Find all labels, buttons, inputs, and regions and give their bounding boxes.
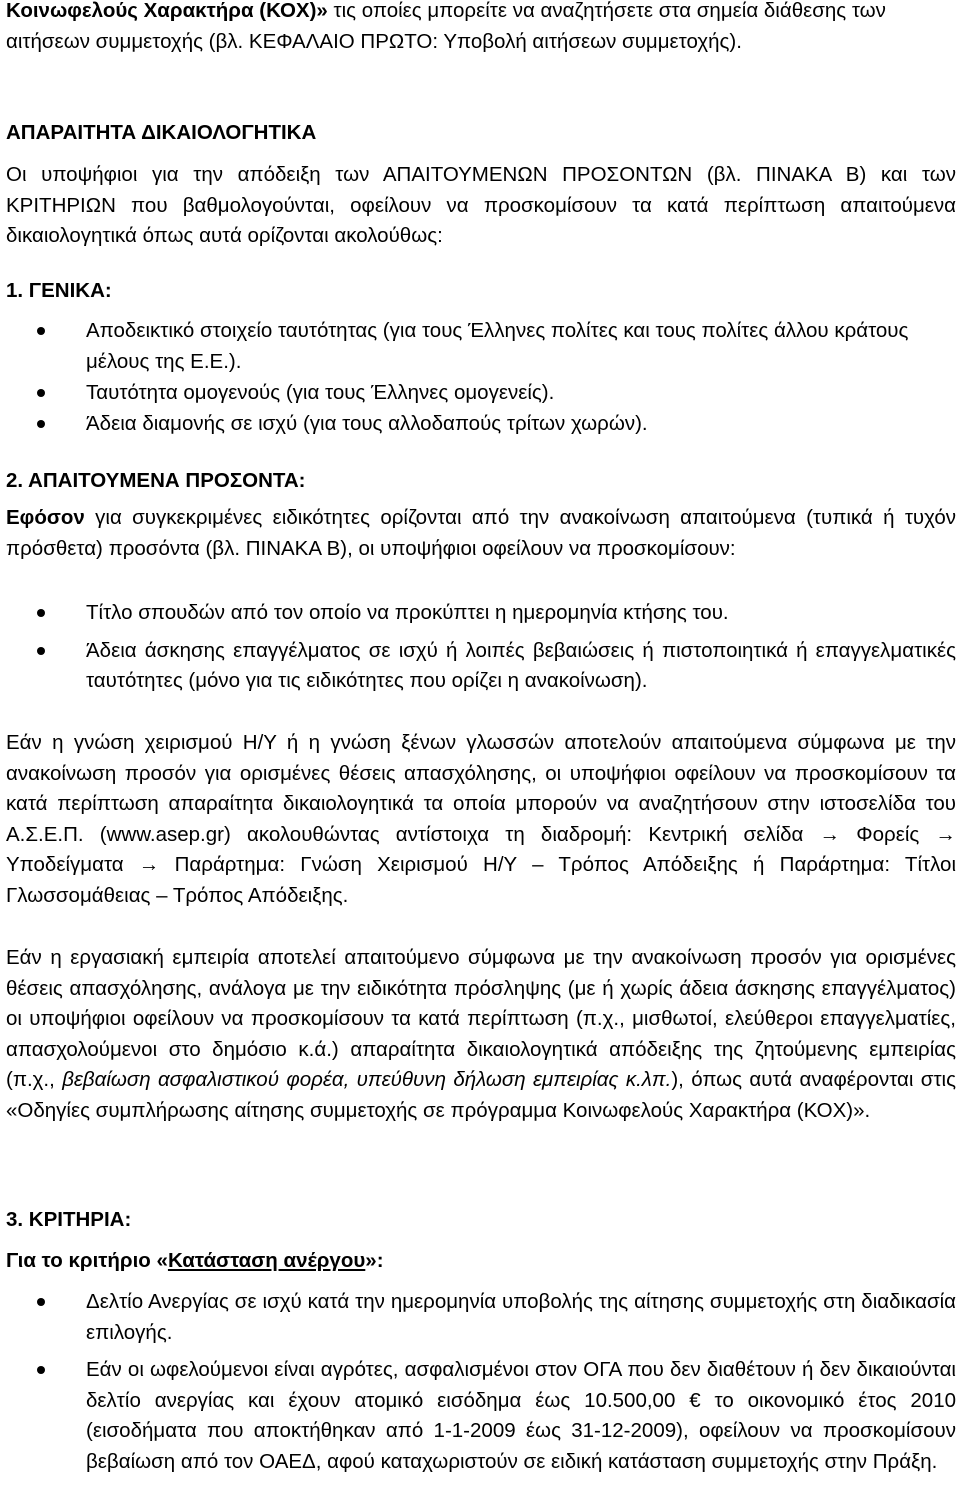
list-item [0,409,956,440]
pc-text-3: Υποδείγματα [6,853,139,876]
arrow-right-icon: → [819,822,841,846]
section1-heading: 1. ΓΕΝΙΚΑ: [6,279,112,302]
section1-item-text: Ταυτότητα ομογενούς (για τους Έλληνες ομογενείς). [86,381,555,404]
experience-paragraph [6,943,956,1126]
list-item [0,378,956,409]
intro-paragraph [6,0,956,57]
list-item [0,636,956,697]
list-item [0,316,952,377]
required-docs-paragraph: Οι υποψήφιοι για την απόδειξη των ΑΠΑΙΤΟΥΜΕΝΩΝ ΠΡΟΣΟΝΤΩΝ (βλ. ΠΙΝΑΚΑ Β) και των ΚΡΙΤΗΡΙΩΝ που βαθμολογούνται, οφείλουν να προσκομίσουν τα κατά περίπτωση απαιτούμενα δικαιολογητικά όπως αυτά ορίζονται ακολούθως: [6,163,956,247]
list-item [0,1287,956,1348]
pc-skills-paragraph [6,728,956,911]
section1-list [0,316,956,439]
pc-text-2: Φορείς [840,822,936,846]
sub-underlined: Κατάσταση ανέργου [167,1249,366,1272]
section3-list [0,1287,956,1477]
section3-subheading [6,1246,956,1277]
bullet-icon [37,389,45,397]
section2-lead-bold: Εφόσον [6,506,85,529]
sub-suffix: »: [365,1249,384,1272]
bullet-icon [37,327,45,335]
section3-item-text: Εάν οι ωφελούμενοι είναι αγρότες, ασφαλισμένοι στον ΟΓΑ που δεν διαθέτουν ή δεν δικαιούνται δελτίο ανεργίας και έχουν ατομικό εισόδημα έως 10.500,00 € το οικονομικό έτος 2010 (εισοδήματα που αποκτήθηκαν από 1-1-2009 έως 31-12-2009), οφείλουν να προσκομίσουν βεβαίωση από τον ΟΑΕΔ, αφού καταχωριστούν σε ειδική κατάσταση συμμετοχής στην Πράξη. [86,1358,956,1473]
intro-rest: τις οποίες μπορείτε να αναζητήσετε στα σημεία διάθεσης των αιτήσεων συμμετοχής (βλ. ΚΕΦΑΛΑΙΟ ΠΡΩΤΟ: Υποβολή αιτήσεων συμμετοχής). [6,0,886,53]
section2-list [0,598,956,697]
pc-text-1: Εάν η γνώση χειρισμού Η/Υ ή η γνώση ξένων γλωσσών αποτελούν απαιτούμενα σύμφωνα με την ανακοίνωση προσόν για ορισμένες θέσεις απασχόλησης, οι υποψήφιοι οφείλουν να προσκομίσουν τα κατά περίπτωση απαραίτητα δικαιολογητικά τα οποία μπορούν να αναζητήσουν στην ιστοσελίδα του Α.Σ.Ε.Π. (www.asep.gr) ακολουθώντας αντίστοιχα τη διαδρομή: Κεντρική σελίδα [6,731,956,846]
arrow-right-icon: → [138,853,160,876]
exp-text-italic: βεβαίωση ασφαλιστικού φορέα, υπεύθυνη δήλωση εμπειρίας κ.λπ. [62,1068,672,1091]
arrow-right-icon: → [935,822,956,846]
section2-lead-rest: για συγκεκριμένες ειδικότητες ορίζονται από την ανακοίνωση απαιτούμενα (τυπικά ή τυχόν πρόσθετα) προσόντα (βλ. ΠΙΝΑΚΑ Β), οι υποψήφιοι οφείλουν να προσκομίσουν: [6,506,956,560]
bullet-icon [37,420,45,428]
section1-item-text: Αποδεικτικό στοιχείο ταυτότητας (για τους Έλληνες πολίτες και τους πολίτες άλλου κράτους μέλους της Ε.Ε.). [86,319,909,373]
bullet-icon [37,647,45,655]
exp-text-1: Εάν η εργασιακή εμπειρία αποτελεί απαιτούμενο σύμφωνα με την ανακοίνωση προσόν για ορισμένες θέσεις απασχόλησης, ανάλογα με την ειδικότητα πρόσληψης (με ή χωρίς άδεια άσκησης επαγγέλματος) οι υποψήφιοι οφείλουν να προσκομίσουν τα κατά περίπτωση (π.χ., μισθωτοί, ελεύθεροι επαγγελματίες, απασχολούμενοι στο δημόσιο κ.ά.) απαραίτητα δικαιολογητικά απόδειξης της ζητούμενης εμπειρίας (π.χ., [6,946,956,1091]
pc-text-4: Παράρτημα: Γνώση Χειρισμού Η/Υ – Τρόπος Απόδειξης ή Παράρτημα: Τίτλοι Γλωσσομάθειας – Τρόπος Απόδειξης. [6,853,956,907]
list-item [0,598,956,629]
section3-heading: 3. ΚΡΙΤΗΡΙΑ: [6,1208,132,1231]
bullet-icon [37,1366,45,1374]
section1-item-text: Άδεια διαμονής σε ισχύ (για τους αλλοδαπούς τρίτων χωρών). [86,411,648,435]
exp-text-2: ), όπως αυτά αναφέρονται στις «Οδηγίες συμπλήρωσης αίτησης συμμετοχής σε πρόγραμμα Κοινωφελούς Χαρακτήρα (ΚΟΧ)». [6,1068,956,1122]
intro-lead: Κοινωφελούς Χαρακτήρα (ΚΟΧ)» [6,0,328,22]
sub-prefix: Για το κριτήριο « [6,1249,168,1272]
bullet-icon [37,609,45,617]
required-docs-heading: ΑΠΑΡΑΙΤΗΤΑ ΔΙΚΑΙΟΛΟΓΗΤΙΚΑ [6,121,317,144]
section2-item-text: Τίτλο σπουδών από τον οποίο να προκύπτει η ημερομηνία κτήσης του. [86,601,729,624]
section2-heading: 2. ΑΠΑΙΤΟΥΜΕΝΑ ΠΡΟΣΟΝΤΑ: [6,469,306,492]
list-item [0,1355,956,1477]
section2-lead-paragraph [6,503,956,564]
section2-item-text: Άδεια άσκησης επαγγέλματος σε ισχύ ή λοιπές βεβαιώσεις ή πιστοποιητικά ή επαγγελματικές ταυτότητες (μόνο για τις ειδικότητες που ορίζει η ανακοίνωση). [86,638,956,692]
bullet-icon [37,1298,45,1306]
section3-item-text: Δελτίο Ανεργίας σε ισχύ κατά την ημερομηνία υποβολής της αίτησης συμμετοχής στη διαδικασία επιλογής. [86,1290,956,1344]
